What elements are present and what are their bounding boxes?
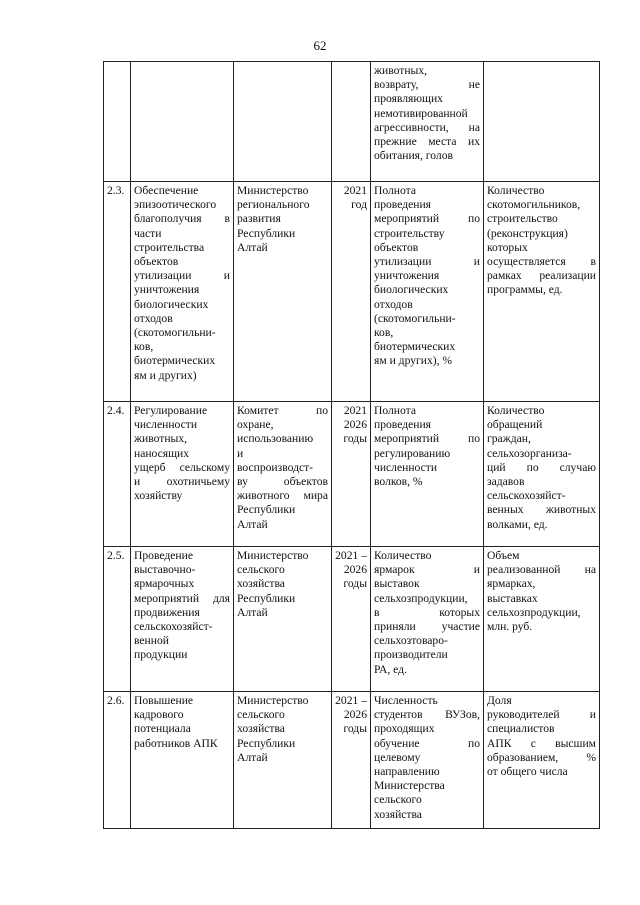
page-number: 62 [313,38,327,53]
cell-years-line: 2021 – [335,549,367,562]
cell-indicator [371,547,484,692]
cell-indicator-line: проведения [374,198,431,212]
cell-years [332,182,371,402]
cell-measure-line: ущерб сельскому [134,460,230,474]
cell-target-value-line: Объем [487,549,520,562]
cell-target-value-line: выставках [487,591,538,605]
table-row [104,182,600,402]
cell-measure [131,182,234,402]
cell-measure-line: Обеспечение [134,184,199,197]
cell-indicator-line: ярмарок и [374,563,480,577]
cell-target-value-line: граждан, [487,432,531,446]
cell-executor [234,692,332,829]
cell-years-line: годы [343,722,367,736]
cell-indicator-line: Численность [374,694,438,707]
cell-indicator-line: сельского [374,793,422,807]
row-number: 2.6. [107,694,125,707]
cell-measure-line: работников АПК [134,736,218,750]
cell-executor-line: развития [237,212,281,226]
cell-indicator-line: целевому [374,750,421,764]
cell-measure-line: и охотничьему [134,475,230,489]
cell-target-value-line: ярмарках, [487,577,536,591]
cell-years [332,402,371,547]
cell-indicator-line: проявляющих [374,92,443,106]
cell-indicator-line: выставок [374,577,420,591]
cell-measure-line: Повышение [134,694,194,707]
cell-years-line: 2021 – [335,694,367,707]
cell-executor-line: Министерство [237,184,309,197]
cell-executor-line: охране, [237,418,274,432]
cell-indicator-line: хозяйства [374,807,422,821]
cell-number [104,402,131,547]
cell-target-value-line: строительство [487,212,558,226]
cell-indicator [371,402,484,547]
cell-measure-line: ков, [134,340,154,354]
cell-executor [234,62,332,182]
cell-executor-line: ву объектов [237,475,328,489]
cell-measure-line: продвижения [134,605,200,619]
cell-indicator-line: РА, ед. [374,662,407,676]
cell-measure-line: выставочно- [134,563,196,577]
cell-target-value-line: (реконструкция) [487,226,568,240]
cell-indicator-line: численности [374,460,438,474]
cell-executor-line: Алтай [237,517,268,531]
cell-years-line: 2026 [343,563,367,577]
cell-indicator-line: студентов ВУЗов, [374,708,480,722]
cell-indicator-line: проведения [374,418,431,432]
cell-measure [131,547,234,692]
cell-executor [234,547,332,692]
cell-executor-line: Комитет по [237,404,328,417]
cell-indicator-line: обитания, голов [374,149,453,163]
table-row [104,547,600,692]
cell-years-line: 2021 [343,184,367,197]
cell-indicator-line: волков, % [374,475,423,489]
cell-executor-line: Министерство [237,694,309,707]
cell-indicator-line: Количество [374,549,432,562]
cell-number [104,182,131,402]
cell-indicator-line: биологических [374,283,449,297]
cell-target-value-line: задавов [487,475,525,489]
cell-years [332,62,371,182]
cell-executor-line: использованию [237,432,314,446]
cell-measure-line: части [134,226,162,240]
cell-measure-line: строительства [134,240,205,254]
cell-executor [234,182,332,402]
cell-indicator-line: животных, [374,64,428,77]
program-measures-table [103,61,600,829]
cell-target-value-line: скотомогильников, [487,198,581,212]
cell-executor-line: Республики [237,736,296,750]
cell-target-value-line: волками, ед. [487,517,548,531]
cell-measure-line: сельскохозяйст- [134,620,213,634]
cell-target-value-line: АПК с высшим [487,736,596,750]
cell-measure-line: ям и других) [134,368,197,382]
cell-measure-line: биологических [134,297,209,311]
cell-measure-line: уничтожения [134,283,200,297]
cell-target-value-line: ций по случаю [487,460,596,474]
table-row [104,62,600,182]
cell-executor-line: хозяйства [237,577,285,591]
row-number: 2.5. [107,549,125,562]
cell-measure-line: хозяйству [134,489,183,503]
cell-executor-line: и [237,446,244,460]
cell-measure-line: Проведение [134,549,193,562]
cell-indicator-line: ков, [374,326,394,340]
cell-measure-line: Регулирование [134,404,208,417]
cell-executor-line: хозяйства [237,722,285,736]
cell-target-value-line: программы, ед. [487,283,563,297]
cell-target-value [484,547,600,692]
cell-executor-line: Алтай [237,750,268,764]
cell-target-value [484,402,600,547]
cell-executor-line: сельского [237,708,285,722]
cell-measure [131,62,234,182]
cell-executor-line: Республики [237,591,296,605]
cell-indicator-line: отходов [374,297,413,311]
cell-target-value [484,182,600,402]
cell-executor-line: Алтай [237,240,268,254]
cell-indicator-line: Полнота [374,184,417,197]
cell-measure [131,692,234,829]
cell-target-value-line: реализованной на [487,563,596,577]
cell-indicator-line: (скотомогильни- [374,311,456,325]
cell-target-value-line: млн. руб. [487,620,533,634]
cell-target-value-line: образованием, % [487,750,596,764]
cell-measure-line: потенциала [134,722,191,736]
cell-indicator-line: строительству [374,226,445,240]
cell-measure-line: (скотомогильни- [134,326,216,340]
cell-indicator-line: сельхозтоваро- [374,634,448,648]
row-number: 2.3. [107,184,125,197]
cell-years-line: годы [343,577,367,591]
cell-indicator-line: утилизации и [374,255,480,269]
cell-measure-line: благополучия в [134,212,230,226]
cell-years [332,547,371,692]
cell-measure-line: мероприятий для [134,591,230,605]
cell-measure-line: численности [134,418,198,432]
cell-target-value-line: сельхозпродукции, [487,605,581,619]
cell-target-value-line: венных животных [487,503,596,517]
cell-indicator-line: приняли участие [374,620,480,634]
cell-target-value-line: сельхозорганиза- [487,446,572,460]
cell-executor-line: Республики [237,226,296,240]
cell-indicator-line: сельхозпродукции, [374,591,468,605]
cell-indicator-line: возврату, не [374,78,480,92]
cell-indicator-line: проходящих [374,722,435,736]
cell-measure-line: наносящих [134,446,190,460]
cell-target-value-line: которых [487,240,528,254]
cell-indicator-line: уничтожения [374,269,440,283]
cell-measure [131,402,234,547]
cell-target-value-line: обращений [487,418,543,432]
table-row [104,402,600,547]
cell-indicator [371,692,484,829]
cell-indicator-line: Полнота [374,404,417,417]
cell-number [104,692,131,829]
cell-executor-line: животного мира [237,489,328,503]
cell-indicator-line: в которых [374,605,480,619]
cell-executor-line: Алтай [237,605,268,619]
cell-target-value-line: руководителей и [487,708,596,722]
cell-indicator-line: объектов [374,240,419,254]
cell-years-line: год [351,198,367,212]
cell-years-line: 2026 [343,418,367,432]
cell-executor-line: регионального [237,198,310,212]
cell-target-value-line: Количество [487,184,545,197]
cell-target-value-line: Количество [487,404,545,417]
cell-executor-line: Республики [237,503,296,517]
cell-indicator-line: производители [374,648,448,662]
cell-indicator-line: мероприятий по [374,432,480,446]
cell-indicator-line: регулированию [374,446,451,460]
cell-measure-line: утилизации и [134,269,230,283]
table-row [104,692,600,829]
cell-measure-line: отходов [134,311,173,325]
cell-indicator-line: направлению [374,765,440,779]
cell-measure-line: эпизоотического [134,198,217,212]
cell-years [332,692,371,829]
cell-measure-line: ярмарочных [134,577,195,591]
cell-indicator [371,182,484,402]
cell-indicator-line: агрессивности, на [374,120,480,134]
cell-target-value [484,62,600,182]
cell-target-value-line: осуществляется в [487,255,596,269]
cell-years-line: 2026 [343,708,367,722]
cell-measure-line: объектов [134,255,179,269]
cell-measure-line: биотермических [134,354,216,368]
cell-indicator-line: ям и других), % [374,354,453,368]
cell-number [104,547,131,692]
cell-target-value-line: Доля [487,694,512,707]
cell-target-value-line: от общего числа [487,765,568,779]
cell-indicator-line: Министерства [374,779,445,793]
cell-target-value-line: рамках реализации [487,269,596,283]
cell-measure-line: венной [134,634,169,648]
cell-target-value-line: специалистов [487,722,555,736]
cell-indicator-line: мероприятий по [374,212,480,226]
cell-indicator-line: биотермических [374,340,456,354]
cell-years-line: 2021 [343,404,367,417]
row-number: 2.4. [107,404,125,417]
cell-executor [234,402,332,547]
cell-executor-line: воспроизводст- [237,460,314,474]
cell-indicator [371,62,484,182]
cell-executor-line: Министерство [237,549,309,562]
cell-years-line: годы [343,432,367,446]
cell-indicator-line: обучение по [374,736,480,750]
cell-executor-line: сельского [237,563,285,577]
cell-indicator-line: немотивированной [374,106,468,120]
cell-target-value [484,692,600,829]
cell-measure-line: продукции [134,648,188,662]
cell-measure-line: животных, [134,432,188,446]
cell-measure-line: кадрового [134,708,184,722]
cell-number [104,62,131,182]
cell-target-value-line: сельскохозяйст- [487,489,566,503]
cell-indicator-line: прежние места их [374,135,480,149]
